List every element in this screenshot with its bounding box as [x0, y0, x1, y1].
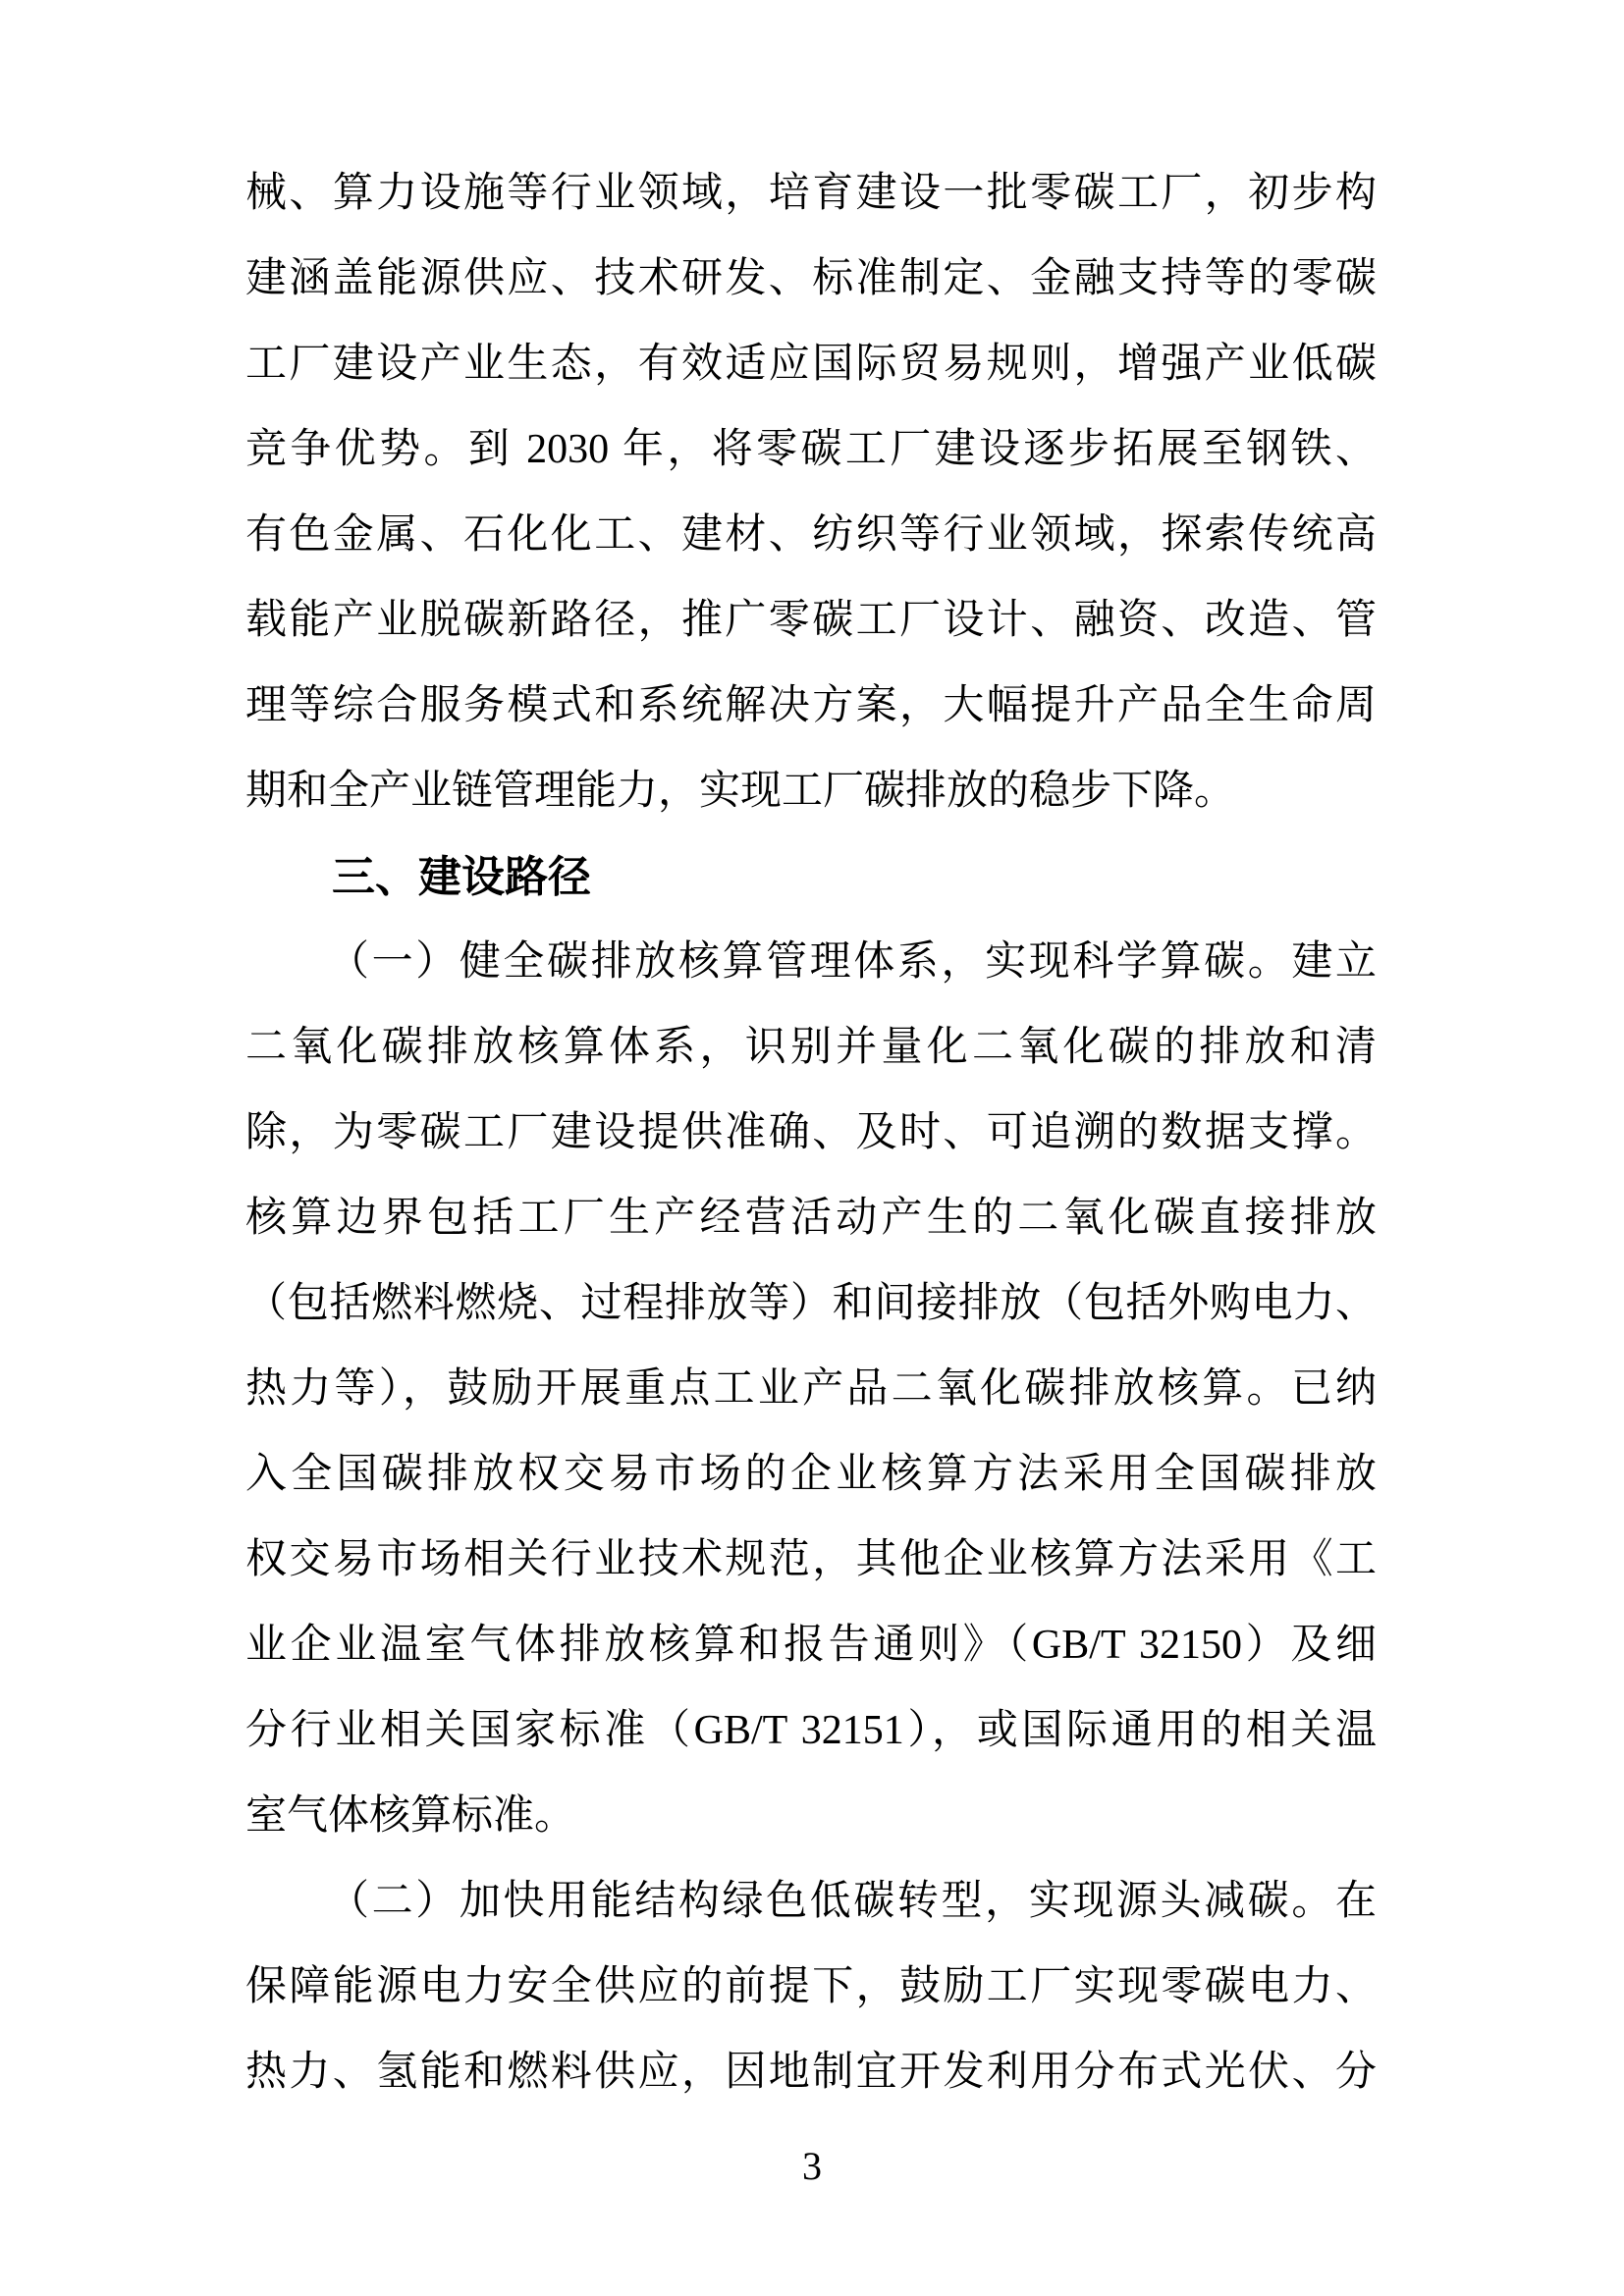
text-line: 建涵盖能源供应、技术研发、标准制定、金融支持等的零碳	[245, 256, 1377, 301]
text-line: 权交易市场相关行业技术规范，其他企业核算方法采用《工	[245, 1537, 1377, 1582]
clause-rest: 在	[1334, 1879, 1377, 1924]
paragraph-lead-line	[245, 920, 1377, 1005]
paragraph-end-line: 期和全产业链管理能力，实现工厂碳排放的稳步下降。	[245, 769, 1236, 814]
page-number: 3	[802, 2144, 822, 2188]
text-line: 有色金属、石化化工、建材、纺织等行业领域，探索传统高	[245, 512, 1377, 558]
text-line: 理等综合服务模式和系统解决方案，大幅提升产品全生命周	[245, 683, 1377, 728]
text-line: 热力、氢能和燃料供应，因地制宜开发利用分布式光伏、分	[245, 2050, 1377, 2095]
text-line: 分行业相关国家标准（GB/T 32151），或国际通用的相关温	[245, 1708, 1377, 1753]
clause-lead: （二）加快用能结构绿色低碳转型，实现源头减碳。	[328, 1879, 1335, 1924]
text-line: 保障能源电力安全供应的前提下，鼓励工厂实现零碳电力、	[245, 1964, 1377, 2009]
text-line: 核算边界包括工厂生产经营活动产生的二氧化碳直接排放	[245, 1196, 1377, 1241]
text-line: 竞争优势。到 2030 年，将零碳工厂建设逐步拓展至钢铁、	[245, 427, 1377, 472]
paragraph-end-line: 室气体核算标准。	[245, 1793, 576, 1839]
text-line: 热力等），鼓励开展重点工业产品二氧化碳排放核算。已纳	[245, 1366, 1377, 1412]
clause-rest: 建立	[1291, 939, 1377, 985]
text-line: 械、算力设施等行业领域，培育建设一批零碳工厂，初步构	[245, 171, 1377, 216]
text-line: 除，为零碳工厂建设提供准确、及时、可追溯的数据支撑。	[245, 1110, 1377, 1155]
text-line: 入全国碳排放权交易市场的企业核算方法采用全国碳排放	[245, 1452, 1377, 1497]
paragraph-lead-line	[245, 1859, 1377, 1945]
text-line: （包括燃料燃烧、过程排放等）和间接排放（包括外购电力、	[245, 1281, 1377, 1326]
document-body	[245, 151, 1377, 2115]
section-heading: 三、建设路径	[332, 853, 591, 901]
text-line: 工厂建设产业生态，有效适应国际贸易规则，增强产业低碳	[245, 342, 1377, 387]
text-line: 载能产业脱碳新路径，推广零碳工厂设计、融资、改造、管	[245, 598, 1377, 643]
clause-lead: （一）健全碳排放核算管理体系，实现科学算碳。	[328, 939, 1292, 985]
text-line: 二氧化碳排放核算体系，识别并量化二氧化碳的排放和清	[245, 1025, 1377, 1070]
text-line: 业企业温室气体排放核算和报告通则》（GB/T 32150）及细	[245, 1623, 1377, 1668]
